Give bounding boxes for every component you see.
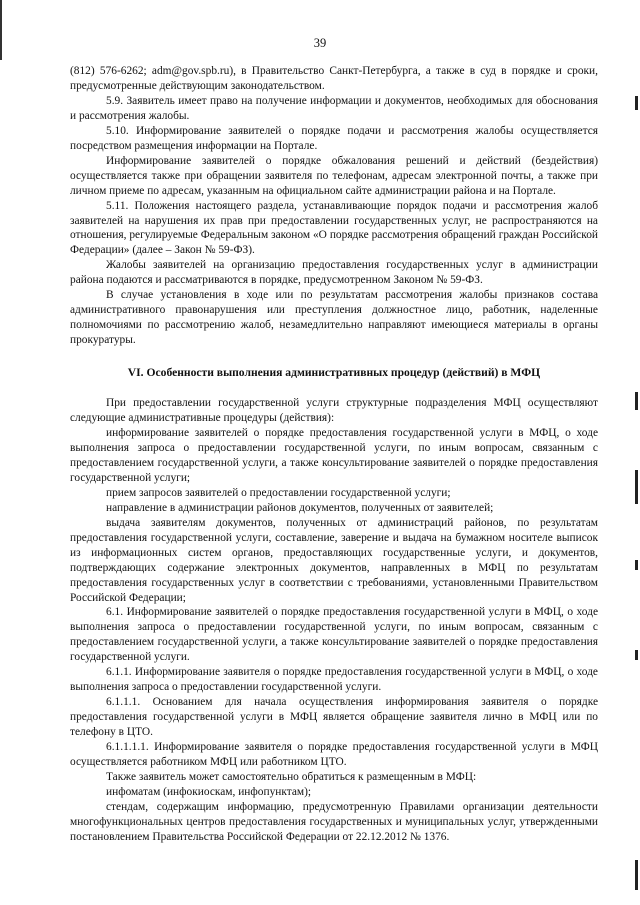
paragraph: При предоставлении государственной услуги структурные подразделения МФЦ осуществляют следующие административные процедуры (действия): [70,397,598,425]
right-scan-edge-mark [635,560,638,570]
paragraph: 5.11. Положения настоящего раздела, устанавливающие порядок подачи и рассмотрения жалоб заявителей на нарушения их прав при предоставлении государственных услуг, не распространяются на отношения, регулируемые Федеральным законом «О порядке рассмотрения обращений граждан Российской Федерации» (далее – Закон № 59-ФЗ). [70,199,598,257]
paragraph: инфоматам (инфокиоскам, инфопунктам); [106,785,312,798]
paragraph: стендам, содержащим информацию, предусмотренную Правилами организации деятельности многофункциональных центров предоставления государственных и муниципальных услуг, утвержденными постановлением Правительства Российской Федерации от 22.12.2012 № 1376. [70,800,598,843]
paragraph: прием запросов заявителей о предоставлении государственной услуги; [106,486,451,499]
paragraphs-before [70,64,598,348]
right-scan-edge-mark [635,392,638,410]
paragraph: 6.1.1.1. Основанием для начала осуществления информирования заявителя о порядке предоставления государственной услуги в МФЦ является обращение заявителя лично в МФЦ или по телефону в ЦТО. [70,696,598,739]
paragraph: 5.9. Заявитель имеет право на получение информации и документов, необходимых для обоснования и рассмотрения жалобы. [70,94,598,122]
paragraph: 6.1. Информирование заявителей о порядке предоставления государственной услуги в МФЦ, о ходе выполнения запроса о предоставлении государственной услуги, по иным вопросам, связанным с предоставлением государственной услуги, а также консультирование заявителей о порядке предоставления государственной услуги. [70,606,598,664]
section-heading: VI. Особенности выполнения административных процедур (действий) в МФЦ [127,366,541,380]
paragraph: Информирование заявителей о порядке обжалования решений и действий (бездействия) осуществляется также при обращении заявителя по телефонам, адресам электронной почты, а также при личном приеме по адресам, указанным на официальном сайте администрации района и на Портале. [70,154,598,197]
paragraph: информирование заявителей о порядке предоставления государственной услуги в МФЦ, о ходе выполнения запроса о предоставлении государственной услуги, по иным вопросам, связанным с предоставлением государственной услуги, а также консультирование заявителей о порядке предоставления государственной услуги; [70,427,598,484]
paragraph: направление в администрации районов документов, полученных от заявителей; [106,501,494,514]
paragraphs-after [70,396,598,845]
paragraph: 5.10. Информирование заявителей о порядке подачи и рассмотрения жалобы осуществляется посредством размещения информации на Портале. [70,124,598,152]
paragraph: Жалобы заявителей на организацию предоставления государственных услуг в администрации района подаются и рассматриваются в порядке, предусмотренном Законом № 59-ФЗ. [70,259,598,287]
page-number: 39 [313,36,327,50]
paragraph: (812) 576-6262; adm@gov.spb.ru), в Правительство Санкт-Петербурга, а также в суд в порядке и сроки, предусмотренные действующим законодательством. [70,65,598,92]
document-body [70,64,598,845]
paragraph: В случае установления в ходе или по результатам рассмотрения жалобы признаков состава административного правонарушения или преступления должностное лицо, работник, наделенные полномочиями по рассмотрению жалоб, незамедлительно направляют имеющиеся материалы в органы прокуратуры. [70,289,598,347]
right-scan-edge-mark [635,650,638,660]
right-scan-edge-mark [635,96,638,110]
paragraph: Также заявитель может самостоятельно обратиться к размещенным в МФЦ: [106,770,477,783]
paragraph: 6.1.1.1.1. Информирование заявителя о порядке предоставления государственной услуги в МФЦ осуществляется работником МФЦ или работником ЦТО. [70,741,598,768]
left-scan-edge [0,0,2,60]
paragraph: выдача заявителям документов, полученных от администраций районов, по результатам предоставления государственной услуги, составление, заверение и выдача на бумажном носителе выписок из информационных систем органов, предоставляющих государственные услуги, и документов, подтверждающих содержание электронных документов, направленных в МФЦ по результатам предоставления государственных услуг в соответствии с требованиями, установленными Правительством Российской Федерации; [70,516,598,604]
paragraph: 6.1.1. Информирование заявителя о порядке предоставления государственной услуги в МФЦ, о ходе выполнения запроса о предоставлении государственной услуги. [70,666,598,694]
right-scan-edge-mark [635,470,638,504]
right-scan-edge-mark [635,860,638,890]
